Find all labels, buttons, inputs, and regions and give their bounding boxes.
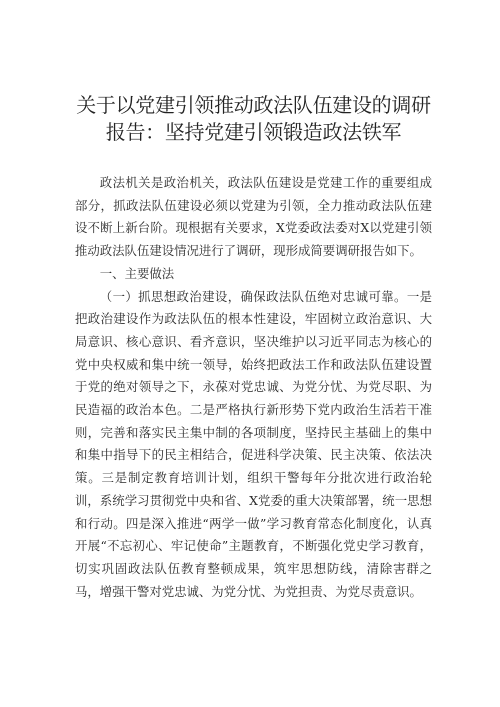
subsection-paragraph: （一）抓思想政治建设，确保政法队伍绝对忠诚可靠。一是把政治建设作为政法队伍的根本性建设，牢固树立政治意识、大局意识、核心意识、看齐意识，坚决维护以习近平同志为核心的党中央权威和集中统一领导，始终把政法工作和政法队伍建设置于党的绝对领导之下，永葆对党忠诚、为党分忧、为党尽职、为民造福的政治本色。二是严格执行新形势下党内政治生活若干准则，完善和落实民主集中制的各项制度，坚持民主基础上的集中和集中指导下的民主相结合，促进科学决策、民主决策、依法决策。三是制定教育培训计划，组织干警每年分批次进行政治轮训，系统学习贯彻党中央和省、X党委的重大决策部署，统一思想和行动。四是深入推进“两学一做”学习教育常态化制度化，认真开展“不忘初心、牢记使命”主题教育，不断强化党史学习教育，切实巩固政法队伍教育整顿成果，筑牢思想防线，清除害群之马，增强干警对党忠诚、为党分忧、为党担责、为党尽责意识。 bbox=[75, 288, 432, 599]
report-body bbox=[75, 172, 432, 603]
section-heading: 一、主要做法 bbox=[99, 265, 175, 281]
report-title: 关于以党建引领推动政法队伍建设的调研报告：坚持党建引领锻造政法铁军 bbox=[76, 93, 431, 144]
intro-paragraph: 政法机关是政治机关，政法队伍建设是党建工作的重要组成部分，抓政法队伍建设必须以党建为引领，全力推动政法队伍建设不断上新台阶。现根据有关要求，X党委政法委对X以党建引领推动政法队伍建设情况进行了调研，现形成简要调研报告如下。 bbox=[75, 175, 432, 259]
